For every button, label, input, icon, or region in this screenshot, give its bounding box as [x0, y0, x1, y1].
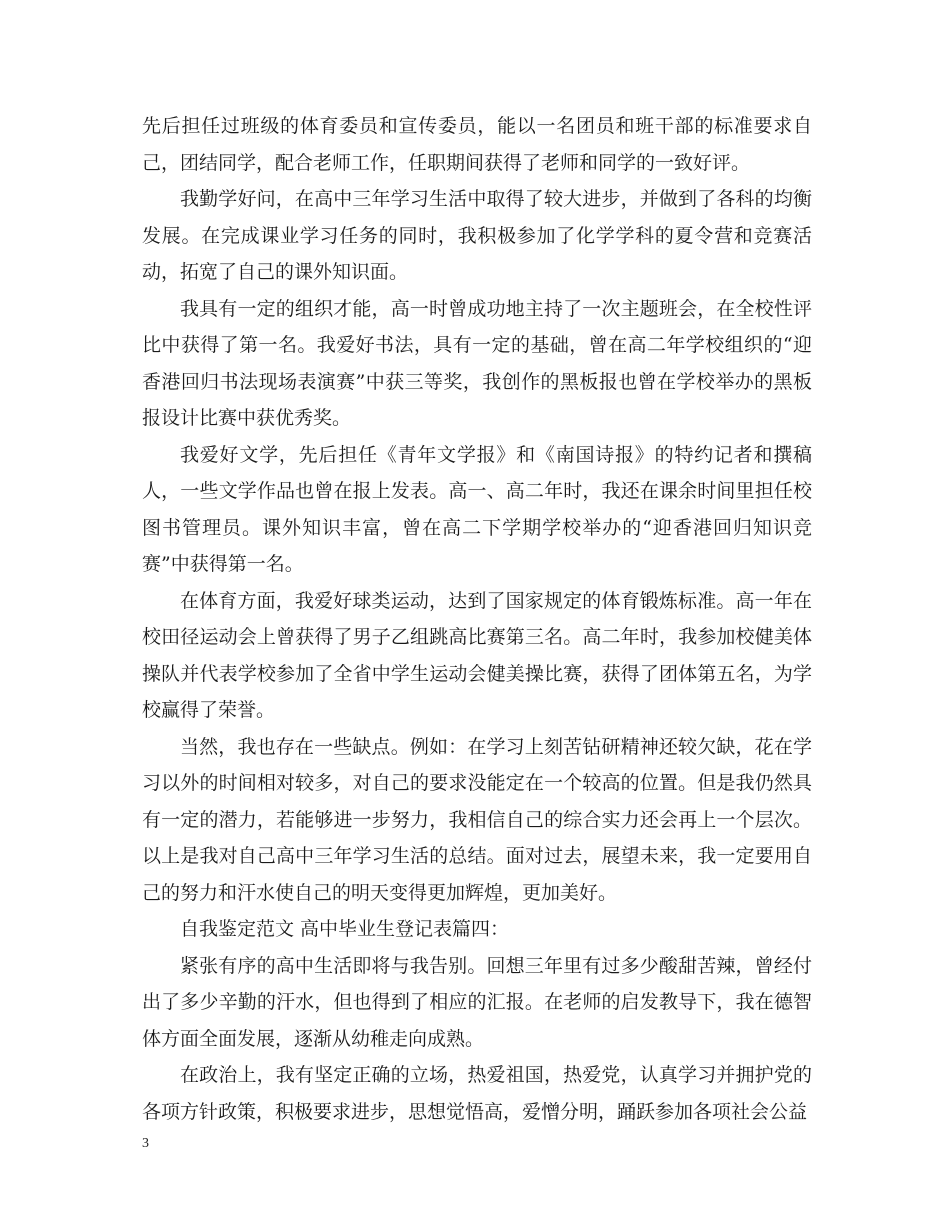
paragraph-1: 先后担任过班级的体育委员和宣传委员，能以一名团员和班干部的标准要求自己，团结同学，配合老师工作，任职期间获得了老师和同学的一致好评。: [142, 115, 812, 174]
page-number: 3: [142, 1136, 149, 1151]
paragraph-2: 我勤学好问，在高中三年学习生活中取得了较大进步，并做到了各科的均衡发展。在完成课业学习任务的同时，我积极参加了化学学科的夏令营和竞赛活动，拓宽了自己的课外知识面。: [142, 188, 812, 283]
document-body: [142, 108, 812, 1130]
paragraph-3: 我具有一定的组织才能，高一时曾成功地主持了一次主题班会，在全校性评比中获得了第一名。我爱好书法，具有一定的基础，曾在高二年学校组织的“迎香港回归书法现场表演赛”中获三等奖，我创作的黑板报也曾在学校举办的黑板报设计比赛中获优秀奖。: [142, 297, 812, 429]
paragraph-4: 我爱好文学，先后担任《青年文学报》和《南国诗报》的特约记者和撰稿人，一些文学作品也曾在报上发表。高一、高二年时，我还在课余时间里担任校图书管理员。课外知识丰富，曾在高二下学期学校举办的“迎香港回归知识竞赛”中获得第一名。: [142, 443, 812, 575]
paragraph-6: 当然，我也存在一些缺点。例如：在学习上刻苦钻研精神还较欠缺，花在学习以外的时间相对较多，对自己的要求没能定在一个较高的位置。但是我仍然具有一定的潜力，若能够进一步努力，我相信自己的综合实力还会再上一个层次。以上是我对自己高中三年学习生活的总结。面对过去，展望未来，我一定要用自己的努力和汗水使自己的明天变得更加辉煌，更加美好。: [142, 735, 812, 904]
section-heading: 自我鉴定范文 高中毕业生登记表篇四：: [180, 918, 510, 940]
paragraph-8: 在政治上，我有坚定正确的立场，热爱祖国，热爱党，认真学习并拥护党的各项方针政策，积极要求进步，思想觉悟高，爱憎分明，踊跃参加各项社会公益: [142, 1064, 812, 1123]
paragraph-5: 在体育方面，我爱好球类运动，达到了国家规定的体育锻炼标准。高一年在校田径运动会上曾获得了男子乙组跳高比赛第三名。高二年时，我参加校健美体操队并代表学校参加了全省中学生运动会健美操比赛，获得了团体第五名，为学校赢得了荣誉。: [142, 589, 812, 721]
paragraph-7: 紧张有序的高中生活即将与我告别。回想三年里有过多少酸甜苦辣，曾经付出了多少辛勤的汗水，但也得到了相应的汇报。在老师的启发教导下，我在德智体方面全面发展，逐渐从幼稚走向成熟。: [142, 954, 812, 1050]
